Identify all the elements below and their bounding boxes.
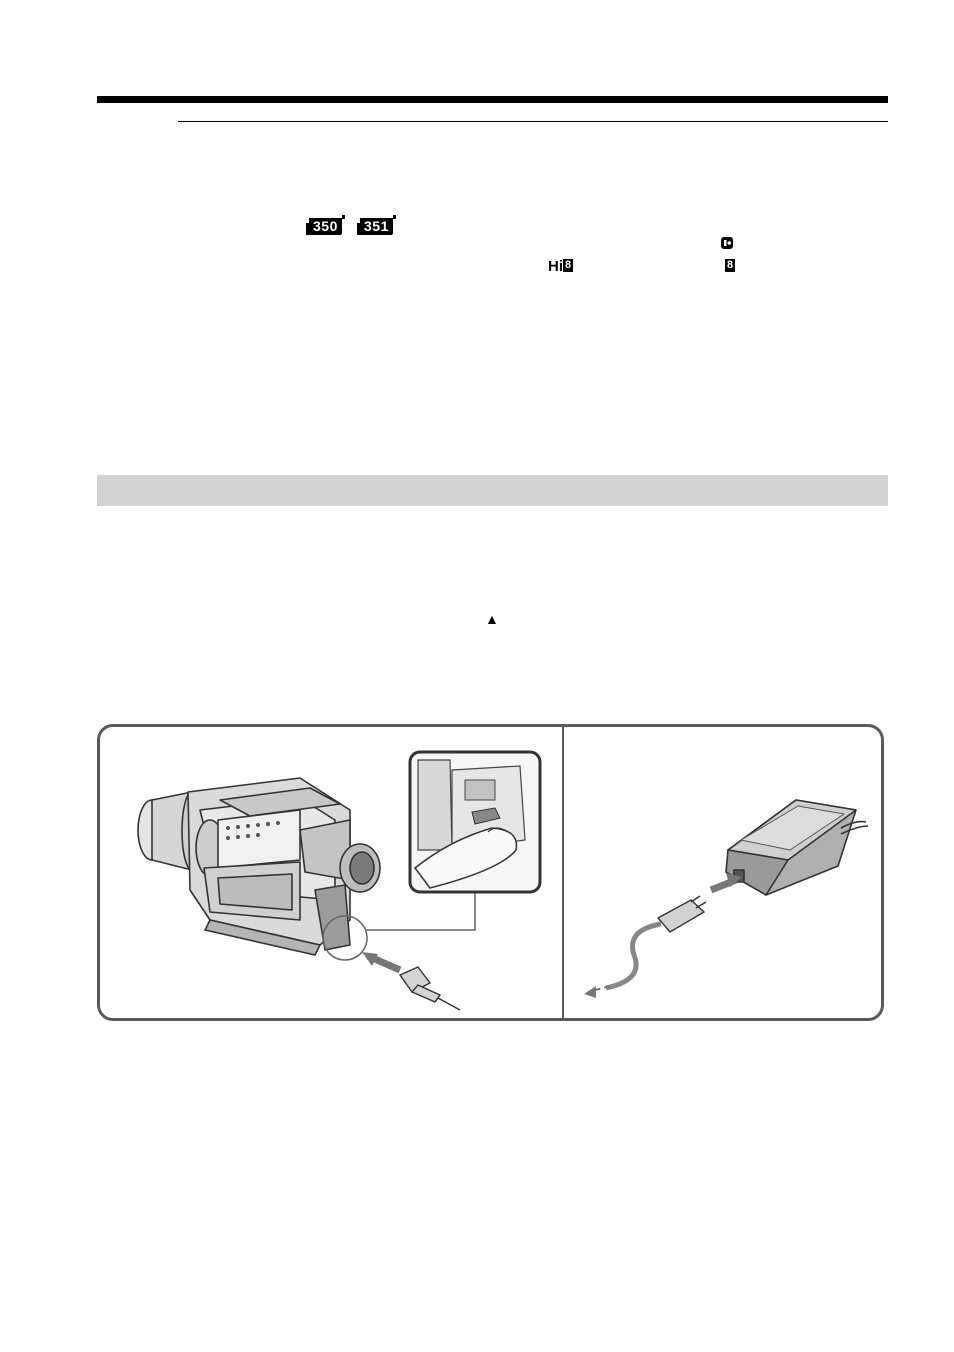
- hi8-logo: [548, 259, 573, 275]
- heading-underline: [178, 121, 888, 122]
- ac-adaptor-illustration: [566, 740, 881, 1020]
- camcorder-illustration: [100, 740, 560, 1020]
- model-badge-351: [357, 218, 393, 235]
- hi8-logo-text: Hi: [548, 258, 563, 275]
- section-heading-band: [97, 475, 888, 506]
- model-badge-350: [306, 218, 342, 235]
- model-badge-350-label: 350: [313, 218, 338, 234]
- video8-logo: [725, 259, 735, 275]
- cassette-icon: [720, 236, 734, 250]
- model-badge-351-label: 351: [364, 218, 389, 234]
- top-heading-rule: [97, 96, 888, 103]
- hi8-logo-digit: 8: [564, 259, 572, 271]
- triangle-mark: ▲: [485, 611, 499, 627]
- illustration-divider: [562, 727, 564, 1021]
- video8-logo-digit: 8: [726, 259, 734, 271]
